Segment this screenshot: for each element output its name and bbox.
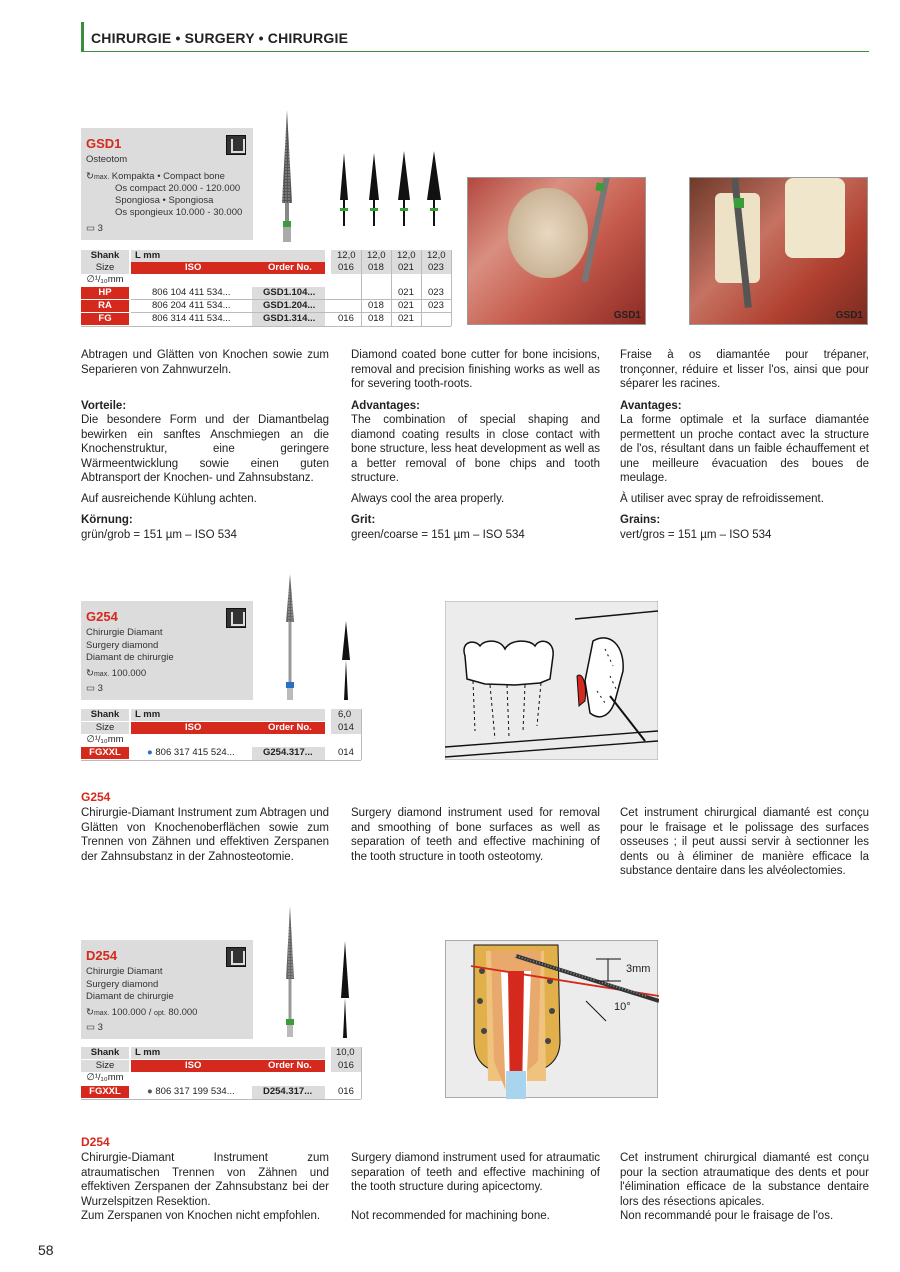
en-advantages-heading: Advantages: bbox=[351, 400, 421, 412]
d254-section-title: D254 bbox=[81, 1135, 110, 1149]
length-header: L mm bbox=[135, 1047, 161, 1058]
iso-header: ISO bbox=[185, 722, 202, 733]
product-name-fr: Diamant de chirurgie bbox=[86, 991, 174, 1002]
rotation-icon: ↻ bbox=[86, 668, 94, 679]
product-name-en: Surgery diamond bbox=[86, 640, 159, 651]
g254-size-silhouette bbox=[337, 620, 355, 704]
row-label-hp: HP bbox=[81, 287, 129, 299]
shank-header: Shank bbox=[81, 250, 129, 262]
en-grit-heading: Grit: bbox=[351, 514, 376, 526]
g254-product-card bbox=[81, 601, 253, 700]
photo-caption: GSD1 bbox=[613, 310, 641, 321]
size-value: 016 bbox=[338, 1060, 354, 1071]
product-name: Osteotom bbox=[86, 154, 128, 165]
size-cell: 021 bbox=[398, 287, 414, 298]
order-number: GSD1.204... bbox=[263, 300, 316, 311]
de-advantages-heading: Vorteile: bbox=[81, 400, 127, 412]
fr-grit-heading: Grains: bbox=[620, 514, 661, 526]
diameter-header: ∅¹/₁₀mm bbox=[86, 1072, 124, 1083]
g254-tooth-diagram bbox=[445, 601, 658, 760]
size-header: Size bbox=[81, 1060, 129, 1072]
d254-en-note: Not recommended for machining bone. bbox=[351, 1210, 550, 1222]
order-number: G254.317... bbox=[263, 747, 313, 758]
length-value: 6,0 bbox=[338, 709, 352, 720]
size-cell: 016 bbox=[338, 313, 354, 324]
product-code: D254 bbox=[86, 948, 118, 963]
shank-header: Shank bbox=[81, 709, 129, 721]
length-value: 10,0 bbox=[336, 1047, 355, 1058]
g254-fr-text: Cet instrument chirurgical diamanté est conçu pour le fraisage et le polissage des surfaces osseuses ; il peut aussi servir à sectionner les dents ou à éliminer de manière efficace la substance dentaire dans les alvéolectomies. bbox=[620, 807, 869, 877]
gsd1-bur-image bbox=[276, 108, 298, 244]
d254-bur-image bbox=[282, 904, 298, 1040]
d254-fr-note: Non recommandé pour le fraisage de l'os. bbox=[620, 1210, 834, 1222]
angle-label: 10° bbox=[614, 1001, 631, 1013]
rpm-line: Spongiosa • Spongiosa bbox=[115, 195, 214, 206]
package-icon: ▭ bbox=[86, 683, 95, 694]
rpm-info: ↻max. 100.000 / opt. 80.000 bbox=[86, 1007, 198, 1018]
fr-grit: vert/gros = 151 µm – ISO 534 bbox=[620, 529, 772, 541]
gsd1-de-intro: Abtragen und Glätten von Knochen sowie zum Separieren von Zahnwurzeln. bbox=[81, 349, 329, 376]
pack-info: ▭ 3 bbox=[86, 1022, 103, 1033]
d254-de-note: Zum Zerspanen von Knochen nicht empfohlen. bbox=[81, 1210, 321, 1222]
d254-apicectomy-diagram bbox=[445, 940, 658, 1098]
size-value: 021 bbox=[398, 262, 414, 273]
length-header: L mm bbox=[135, 250, 161, 261]
en-cooling-note: Always cool the area properly. bbox=[351, 493, 505, 505]
d254-product-card bbox=[81, 940, 253, 1039]
rpm-line: Os spongieux 10.000 - 30.000 bbox=[115, 207, 243, 218]
g254-bur-image bbox=[282, 572, 298, 702]
g254-section-title: G254 bbox=[81, 790, 111, 804]
d254-de-text: Chirurgie-Diamant Instrument zum atraumatischen Trennen von Zähnen und effektiven Zerspanen der Zahnsubstanz bei der Wurzelspitzen Resektion. bbox=[81, 1152, 329, 1208]
pack-info: ▭ 3 bbox=[86, 683, 103, 694]
order-header: Order No. bbox=[268, 1060, 312, 1071]
measurement-label: 3mm bbox=[626, 963, 651, 975]
product-code: G254 bbox=[86, 609, 118, 624]
iso-number: 806 204 411 534... bbox=[152, 300, 231, 311]
brand-logo-icon bbox=[226, 947, 246, 967]
size-value: 014 bbox=[338, 722, 354, 733]
fr-advantages-heading: Avantages: bbox=[620, 400, 682, 412]
size-cell: 021 bbox=[398, 300, 414, 311]
product-name-en: Surgery diamond bbox=[86, 979, 159, 990]
order-header: Order No. bbox=[268, 722, 312, 733]
en-advantages: The combination of special shaping and diamond coating results in close contact with bone structure, less heat development as well as a better removal of bone chips and tooth structure. bbox=[351, 414, 600, 484]
size-cell: 021 bbox=[398, 313, 414, 324]
brand-logo-icon bbox=[226, 135, 246, 155]
iso-number: 806 314 411 534... bbox=[152, 313, 231, 324]
surgical-photo-1 bbox=[467, 177, 646, 325]
shank-header: Shank bbox=[81, 1047, 129, 1059]
order-header: Order No. bbox=[268, 262, 312, 273]
brand-logo-icon bbox=[226, 608, 246, 628]
g254-de-text: Chirurgie-Diamant Instrument zum Abtragen und Glätten von Knochenoberflächen sowie zum Trennen von Zähnen und effektiven Zerspanen der Zahnsubstanz in der Zahnosteotomie. bbox=[81, 807, 329, 863]
diameter-header: ∅¹/₁₀mm bbox=[86, 734, 124, 745]
rpm-line: Os compact 20.000 - 120.000 bbox=[115, 183, 241, 194]
size-value: 023 bbox=[428, 262, 444, 273]
row-label-fg: FG bbox=[81, 313, 129, 325]
size-cell: 014 bbox=[338, 747, 354, 758]
order-number: GSD1.314... bbox=[263, 313, 316, 324]
iso-number: ● 806 317 199 534... bbox=[147, 1086, 235, 1097]
size-header: Size bbox=[81, 262, 129, 274]
length-header: L mm bbox=[135, 709, 161, 720]
de-grit-heading: Körnung: bbox=[81, 514, 133, 526]
size-value: 018 bbox=[368, 262, 384, 273]
g254-en-text: Surgery diamond instrument used for removal and smoothing of bone surfaces as well as separation of teeth and effective machining of the tooth structure in tooth osteotomy. bbox=[351, 807, 600, 863]
rotation-icon: ↻ bbox=[86, 1007, 94, 1018]
page-header bbox=[81, 22, 869, 52]
product-name-de: Chirurgie Diamant bbox=[86, 627, 163, 638]
gsd1-en-intro: Diamond coated bone cutter for bone incisions, removal and precision finishing works as well as for severing tooth-roots. bbox=[351, 349, 600, 390]
en-grit: green/coarse = 151 µm – ISO 534 bbox=[351, 529, 525, 541]
rpm-info: ↻max. Kompakta • Compact bone bbox=[86, 171, 225, 182]
size-cell: 023 bbox=[428, 300, 444, 311]
size-cell: 023 bbox=[428, 287, 444, 298]
length-value: 12,0 bbox=[367, 250, 386, 261]
page-number: 58 bbox=[38, 1242, 54, 1258]
row-label-fgxxl: FGXXL bbox=[81, 747, 129, 759]
size-value: 016 bbox=[338, 262, 354, 273]
product-name-de: Chirurgie Diamant bbox=[86, 966, 163, 977]
diameter-header: ∅¹/₁₀mm bbox=[86, 274, 124, 285]
product-name-fr: Diamant de chirurgie bbox=[86, 652, 174, 663]
product-code: GSD1 bbox=[86, 136, 122, 151]
d254-size-silhouette bbox=[336, 940, 354, 1040]
order-number: GSD1.104... bbox=[263, 287, 316, 298]
surgical-photo-2 bbox=[689, 177, 868, 325]
size-cell: 016 bbox=[338, 1086, 354, 1097]
order-number: D254.317... bbox=[263, 1086, 313, 1097]
de-cooling-note: Auf ausreichende Kühlung achten. bbox=[81, 493, 257, 505]
header-title: CHIRURGIE • SURGERY • CHIRURGIE bbox=[91, 30, 349, 46]
length-value: 12,0 bbox=[427, 250, 446, 261]
length-value: 12,0 bbox=[397, 250, 416, 261]
fr-cooling-note: À utiliser avec spray de refroidissement. bbox=[620, 493, 824, 505]
pack-info: ▭ 3 bbox=[86, 223, 103, 234]
row-label-ra: RA bbox=[81, 300, 129, 312]
package-icon: ▭ bbox=[86, 223, 95, 234]
gsd1-size-silhouettes bbox=[332, 150, 452, 228]
photo-caption: GSD1 bbox=[835, 310, 863, 321]
size-cell: 018 bbox=[368, 313, 384, 324]
gsd1-product-card bbox=[81, 128, 253, 240]
package-icon: ▭ bbox=[86, 1022, 95, 1033]
iso-header: ISO bbox=[185, 1060, 202, 1071]
gsd1-fr-intro: Fraise à os diamantée pour trépaner, tronçonner, réduire et lisser l'os, ainsi que pour séparer les racines. bbox=[620, 349, 869, 390]
de-advantages: Die besondere Form und der Diamantbelag bewirken ein sanftes Anschmiegen an die Knochenstruktur, eine geringere Wärmeentwicklung sowie einen guten Abtransport der Knochen- und Zahnsubstanz. bbox=[81, 414, 329, 484]
row-label-fgxxl: FGXXL bbox=[81, 1086, 129, 1098]
size-header: Size bbox=[81, 722, 129, 734]
iso-number: 806 104 411 534... bbox=[152, 287, 231, 298]
iso-number: ● 806 317 415 524... bbox=[147, 747, 235, 758]
length-value: 12,0 bbox=[337, 250, 356, 261]
rpm-info: ↻max. 100.000 bbox=[86, 668, 147, 679]
size-cell: 018 bbox=[368, 300, 384, 311]
fr-advantages: La forme optimale et la surface diamantée permettent un proche contact avec la structure de l'os, résultant dans un faible échauffement et une meilleure évacuation des boues de meulage. bbox=[620, 414, 869, 484]
iso-header: ISO bbox=[185, 262, 202, 273]
d254-fr-text: Cet instrument chirurgical diamanté est conçu pour la section atraumatique des dents et pour l'élimination efficace de la substance dentaire lors des résections apicales. bbox=[620, 1152, 869, 1208]
d254-en-text: Surgery diamond instrument used for atraumatic separation of teeth and effective machining of the tooth structure during apicectomy. bbox=[351, 1152, 600, 1193]
de-grit: grün/grob = 151 µm – ISO 534 bbox=[81, 529, 237, 541]
rotation-icon: ↻ bbox=[86, 171, 94, 182]
